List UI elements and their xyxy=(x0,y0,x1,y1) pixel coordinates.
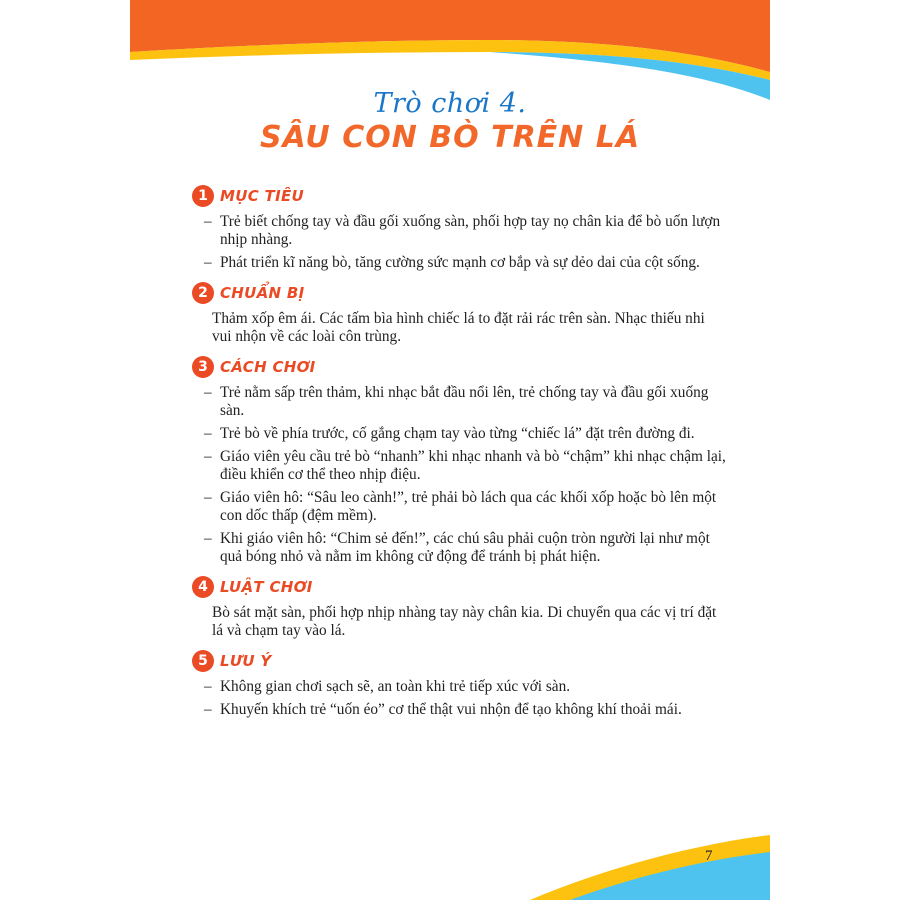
list-item xyxy=(192,678,727,696)
page-content xyxy=(192,184,727,728)
section-chuan-bi xyxy=(192,281,727,346)
bullet-dash: – xyxy=(204,678,212,695)
list-item xyxy=(192,448,727,484)
section-number-badge: 1 xyxy=(192,185,214,207)
section-title: MỤC TIÊU xyxy=(220,187,304,205)
list-item-text: Trẻ nằm sấp trên thảm, khi nhạc bắt đầu nổi lên, trẻ chống tay và đầu gối xuống sàn. xyxy=(220,384,709,419)
bullet-dash: – xyxy=(204,213,212,230)
list-item xyxy=(192,701,727,719)
section-title: LUẬT CHƠI xyxy=(220,578,313,596)
list-item-text: Khi giáo viên hô: “Chim sẻ đến!”, các chú sâu phải cuộn tròn người lại như một quả bóng nhỏ và nằm im không cử động để tránh bị phát hiện. xyxy=(220,530,710,565)
list-item-text: Không gian chơi sạch sẽ, an toàn khi trẻ tiếp xúc với sàn. xyxy=(220,678,571,695)
section-number-badge: 5 xyxy=(192,650,214,672)
list-item xyxy=(192,489,727,525)
bullet-dash: – xyxy=(204,530,212,547)
section-paragraph: Thảm xốp êm ái. Các tấm bìa hình chiếc lá to đặt rải rác trên sàn. Nhạc thiếu nhi vui nhộn về các loài côn trùng. xyxy=(212,310,705,345)
list-item-text: Trẻ biết chống tay và đầu gối xuống sàn, phối hợp tay nọ chân kia để bò uốn lượn nhịp nhàng. xyxy=(220,213,721,248)
bottom-wave-decoration xyxy=(130,790,770,900)
section-title: CHUẨN BỊ xyxy=(220,284,305,302)
list-item xyxy=(192,213,727,249)
section-heading xyxy=(192,649,727,673)
bullet-dash: – xyxy=(204,254,212,271)
section-number-badge: 4 xyxy=(192,576,214,598)
section-luat-choi xyxy=(192,575,727,640)
list-item-text: Khuyến khích trẻ “uốn éo” cơ thể thật vui nhộn để tạo không khí thoải mái. xyxy=(220,701,682,718)
bullet-dash: – xyxy=(204,489,212,506)
book-page xyxy=(130,0,770,900)
section-paragraph: Bò sát mặt sàn, phối hợp nhịp nhàng tay này chân kia. Di chuyển qua các vị trí đặt lá và chạm tay vào lá. xyxy=(212,604,717,639)
section-heading xyxy=(192,575,727,599)
section-muc-tieu xyxy=(192,184,727,272)
section-heading xyxy=(192,184,727,208)
section-cach-choi xyxy=(192,355,727,566)
list-item-text: Giáo viên yêu cầu trẻ bò “nhanh” khi nhạc nhanh và bò “chậm” khi nhạc chậm lại, điều khiển cơ thể theo nhịp điệu. xyxy=(220,448,726,483)
list-item xyxy=(192,425,727,443)
list-item xyxy=(192,384,727,420)
game-subtitle: Trò chơi 4. xyxy=(373,88,527,119)
list-item-text: Phát triển kĩ năng bò, tăng cường sức mạnh cơ bắp và sự dẻo dai của cột sống. xyxy=(220,254,700,271)
bullet-dash: – xyxy=(204,701,212,718)
section-heading xyxy=(192,355,727,379)
list-item-text: Trẻ bò về phía trước, cố gắng chạm tay vào từng “chiếc lá” đặt trên đường đi. xyxy=(220,425,695,442)
game-title: SÂU CON BÒ TRÊN LÁ xyxy=(259,120,641,155)
page-number: 7 xyxy=(705,848,713,864)
section-title: LƯU Ý xyxy=(220,652,272,670)
bullet-dash: – xyxy=(204,384,212,401)
section-number-badge: 3 xyxy=(192,356,214,378)
section-heading xyxy=(192,281,727,305)
section-title: CÁCH CHƠI xyxy=(220,358,316,376)
section-number-badge: 2 xyxy=(192,282,214,304)
list-item xyxy=(192,530,727,566)
section-luu-y xyxy=(192,649,727,719)
bullet-dash: – xyxy=(204,425,212,442)
bullet-dash: – xyxy=(204,448,212,465)
list-item xyxy=(192,254,727,272)
list-item-text: Giáo viên hô: “Sâu leo cành!”, trẻ phải bò lách qua các khối xốp hoặc bò lên một con dốc thấp (đệm mềm). xyxy=(220,489,717,524)
